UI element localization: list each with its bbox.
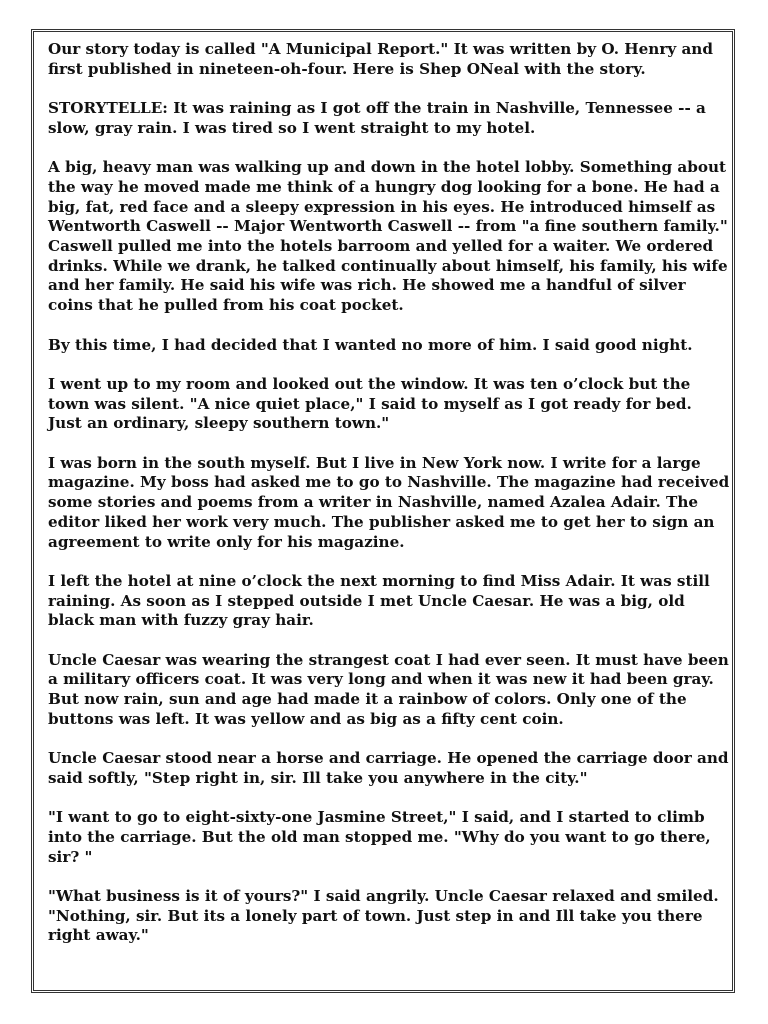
page-border: [31, 29, 735, 993]
paragraph: I was born in the south myself. But I live in New York now. I write for a large magazine. My boss had asked me to go to Nashville. The magazine had received some stories and poems from a writer in Nashville, named Azalea Adair. The editor liked her work very much. The publisher asked me to get her to sign an agreement to write only for his magazine.: [48, 453, 730, 551]
paragraph: A big, heavy man was walking up and down in the hotel lobby. Something about the way he moved made me think of a hungry dog looking for a bone. He had a big, fat, red face and a sleepy expression in his eyes. He introduced himself as Wentworth Caswell -- Major Wentworth Caswell -- from "a fine southern family." Caswell pulled me into the hotels barroom and yelled for a waiter. We ordered drinks. While we drank, he talked continually about himself, his family, his wife and her family. He said his wife was rich. He showed me a handful of silver coins that he pulled from his coat pocket.: [48, 158, 728, 315]
paragraph: Uncle Caesar was wearing the strangest coat I had ever seen. It must have been a military officers coat. It was very long and when it was new it had been gray. But now rain, sun and age had made it a rainbow of colors. Only one of the buttons was left. It was yellow and as big as a fifty cent coin.: [48, 650, 729, 728]
paragraph: I went up to my room and looked out the window. It was ten o’clock but the town was silent. "A nice quiet place," I said to myself as I got ready for bed. Just an ordinary, sleepy southern town.": [48, 374, 692, 433]
paragraph: Our story today is called "A Municipal Report." It was written by O. Henry and first published in nineteen-oh-four. Here is Shep ONeal with the story.: [48, 40, 713, 78]
paragraph: By this time, I had decided that I wanted no more of him. I said good night.: [48, 335, 693, 354]
story-text: [48, 40, 730, 966]
paragraph: Uncle Caesar stood near a horse and carriage. He opened the carriage door and said softly, "Step right in, sir. Ill take you anywhere in the city.": [48, 749, 729, 787]
paragraph: STORYTELLE: It was raining as I got off the train in Nashville, Tennessee -- a slow, gray rain. I was tired so I went straight to my hotel.: [48, 99, 706, 137]
paragraph: "I want to go to eight-sixty-one Jasmine Street," I said, and I started to climb into the carriage. But the old man stopped me. "Why do you want to go there, sir? ": [48, 808, 711, 866]
paragraph: "What business is it of yours?" I said angrily. Uncle Caesar relaxed and smiled. "Nothing, sir. But its a lonely part of town. Just step in and Ill take you there right away.": [48, 887, 719, 945]
paragraph: I left the hotel at nine o’clock the next morning to find Miss Adair. It was still raining. As soon as I stepped outside I met Uncle Caesar. He was a big, old black man with fuzzy gray hair.: [48, 571, 710, 630]
